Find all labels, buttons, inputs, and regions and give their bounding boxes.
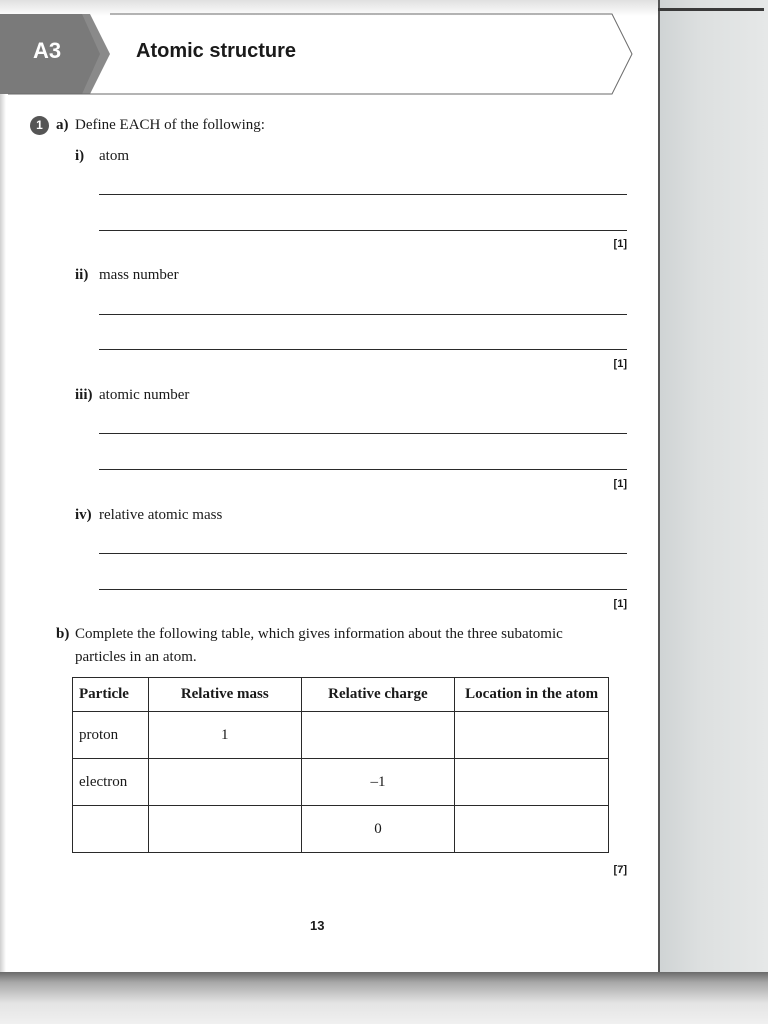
table-row xyxy=(73,712,609,759)
answer-line[interactable] xyxy=(99,589,627,590)
table-cell-answer[interactable] xyxy=(148,806,301,853)
table-cell-answer[interactable] xyxy=(455,712,609,759)
item-ii-label: ii) xyxy=(75,267,89,283)
mark-allocation: [1] xyxy=(613,238,627,250)
mark-allocation: [1] xyxy=(613,598,627,610)
item-ii-text: mass number xyxy=(99,267,179,283)
item-iii-label: iii) xyxy=(75,387,93,403)
column-header-relative-mass: Relative mass xyxy=(148,678,301,712)
part-b-label: b) xyxy=(56,626,70,642)
table-cell: –1 xyxy=(301,759,455,806)
table-row xyxy=(73,806,609,853)
part-b-prompt-line1: Complete the following table, which gives information about the three subatomic xyxy=(75,626,563,642)
table-cell-answer[interactable] xyxy=(148,759,301,806)
answer-line[interactable] xyxy=(99,314,627,315)
adjacent-page-edge xyxy=(658,8,764,11)
mark-allocation: [7] xyxy=(613,864,627,876)
table-cell-answer[interactable] xyxy=(455,806,609,853)
part-b-prompt-line2: particles in an atom. xyxy=(75,649,197,665)
item-i-text: atom xyxy=(99,148,129,164)
item-iv-text: relative atomic mass xyxy=(99,507,223,523)
item-i-label: i) xyxy=(75,148,85,164)
part-a-label: a) xyxy=(56,117,69,133)
part-a-prompt: Define EACH of the following: xyxy=(75,117,265,133)
answer-line[interactable] xyxy=(99,349,627,350)
page-right-edge xyxy=(658,0,660,972)
table-cell: electron xyxy=(73,759,149,806)
table-cell-answer[interactable] xyxy=(301,712,455,759)
scan-bottom-shadow xyxy=(0,972,768,1024)
table-cell: 1 xyxy=(148,712,301,759)
table-cell-answer[interactable] xyxy=(455,759,609,806)
unit-code: A3 xyxy=(33,38,62,63)
table-header-row xyxy=(73,678,609,712)
answer-line[interactable] xyxy=(99,469,627,470)
table-cell: proton xyxy=(73,712,149,759)
header-banner xyxy=(0,10,640,100)
table-cell: 0 xyxy=(301,806,455,853)
column-header-relative-charge: Relative charge xyxy=(301,678,455,712)
column-header-particle: Particle xyxy=(73,678,149,712)
subatomic-particles-table xyxy=(72,677,609,853)
item-iv-label: iv) xyxy=(75,507,92,523)
table-cell-answer[interactable] xyxy=(73,806,149,853)
page-number: 13 xyxy=(310,918,325,933)
mark-allocation: [1] xyxy=(613,478,627,490)
answer-line[interactable] xyxy=(99,194,627,195)
answer-line[interactable] xyxy=(99,553,627,554)
background-surface xyxy=(658,0,768,1024)
column-header-location: Location in the atom xyxy=(455,678,609,712)
page-title: Atomic structure xyxy=(136,40,297,62)
page-left-shadow xyxy=(0,0,6,972)
question-number-badge: 1 xyxy=(30,116,49,135)
item-iii-text: atomic number xyxy=(99,387,190,403)
answer-line[interactable] xyxy=(99,230,627,231)
table-row xyxy=(73,759,609,806)
answer-line[interactable] xyxy=(99,433,627,434)
mark-allocation: [1] xyxy=(613,358,627,370)
